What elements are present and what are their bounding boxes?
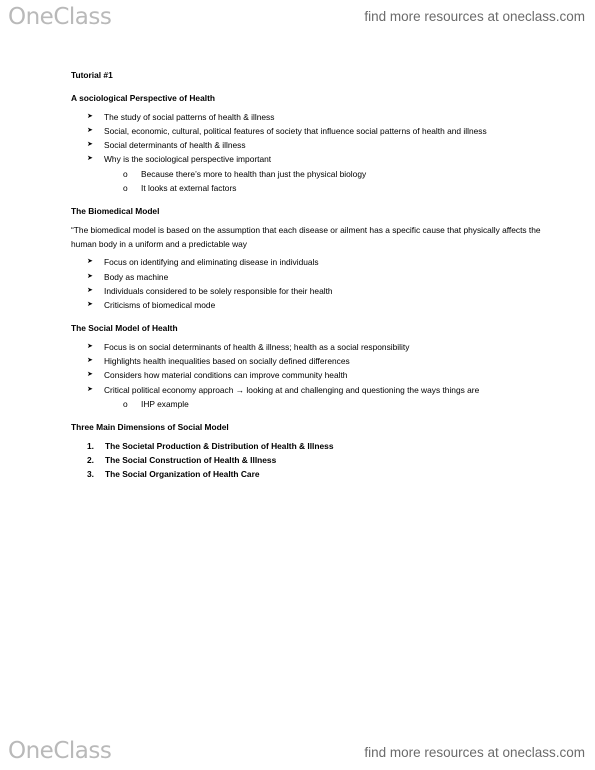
list-item: ➤ Social determinants of health & illness <box>71 138 541 152</box>
section-heading-dimensions: Three Main Dimensions of Social Model <box>71 422 229 433</box>
document-title: Tutorial #1 <box>71 70 113 80</box>
sub-list-item: o It looks at external factors <box>71 181 541 195</box>
list-item: ➤ Criticisms of biomedical mode <box>71 298 541 312</box>
section-heading-biomedical: The Biomedical Model <box>71 206 160 217</box>
sub-list-item: o Because there’s more to health than just the physical biology <box>71 167 541 181</box>
list-item: ➤ Body as machine <box>71 270 541 284</box>
sociological-sub-list <box>71 167 541 196</box>
list-item: ➤ Social, economic, cultural, political features of society that influence social patterns of health and illness <box>71 124 541 138</box>
list-item: ➤ Critical political economy approach → looking at and challenging and questioning the ways things are o IHP example <box>71 383 541 412</box>
footer-promo-link[interactable]: find more resources at oneclass.com <box>364 745 585 760</box>
arrow-bullet-icon: ➤ <box>87 155 93 163</box>
circle-bullet-icon: o <box>123 398 128 409</box>
list-item: ➤ The study of social patterns of health & illness <box>71 110 541 124</box>
social-model-sub-list <box>71 397 541 411</box>
list-item: ➤ Why is the sociological perspective important o Because there’s more to health than just the physical biology o It looks at external factors <box>71 152 541 195</box>
social-model-bullet-list <box>71 340 541 411</box>
arrow-bullet-icon: ➤ <box>87 371 93 379</box>
biomedical-bullet-list <box>71 255 541 312</box>
arrow-bullet-icon: ➤ <box>87 286 93 294</box>
arrow-bullet-icon: ➤ <box>87 301 93 309</box>
numbered-item: 3. The Social Organization of Health Care <box>87 469 260 480</box>
section-heading-sociological: A sociological Perspective of Health <box>71 93 215 104</box>
oneclass-logo-top: OneClass <box>8 4 112 30</box>
list-item: ➤ Considers how material conditions can improve community health <box>71 368 541 382</box>
arrow-bullet-icon: ➤ <box>87 272 93 280</box>
dimensions-numbered-list <box>71 439 541 482</box>
oneclass-logo-bottom: OneClass <box>8 738 112 764</box>
arrow-bullet-icon: ➤ <box>87 258 93 266</box>
header-promo-link[interactable]: find more resources at oneclass.com <box>364 9 585 24</box>
arrow-bullet-icon: ➤ <box>87 385 93 393</box>
list-item: ➤ Focus on identifying and eliminating disease in individuals <box>71 255 541 269</box>
section-heading-social-model: The Social Model of Health <box>71 323 178 334</box>
circle-bullet-icon: o <box>123 183 128 194</box>
list-item: ➤ Individuals considered to be solely responsible for their health <box>71 284 541 298</box>
arrow-bullet-icon: ➤ <box>87 112 93 120</box>
sub-list-item: o IHP example <box>71 397 541 411</box>
biomedical-quote-paragraph: “The biomedical model is based on the assumption that each disease or ailment has a specific cause that physically affects the human body in a uniform and a predictable way <box>71 224 541 249</box>
list-item: ➤ Highlights health inequalities based on socially defined differences <box>71 354 541 368</box>
circle-bullet-icon: o <box>123 168 128 179</box>
arrow-bullet-icon: ➤ <box>87 126 93 134</box>
list-item: ➤ Focus is on social determinants of health & illness; health as a social responsibility <box>71 340 541 354</box>
arrow-bullet-icon: ➤ <box>87 342 93 350</box>
sociological-bullet-list <box>71 110 541 196</box>
numbered-item: 2. The Social Construction of Health & Illness <box>87 454 277 465</box>
document-body <box>71 68 541 481</box>
arrow-bullet-icon: ➤ <box>87 357 93 365</box>
arrow-bullet-icon: ➤ <box>87 141 93 149</box>
numbered-item: 1. The Societal Production & Distribution of Health & Illness <box>87 440 334 451</box>
